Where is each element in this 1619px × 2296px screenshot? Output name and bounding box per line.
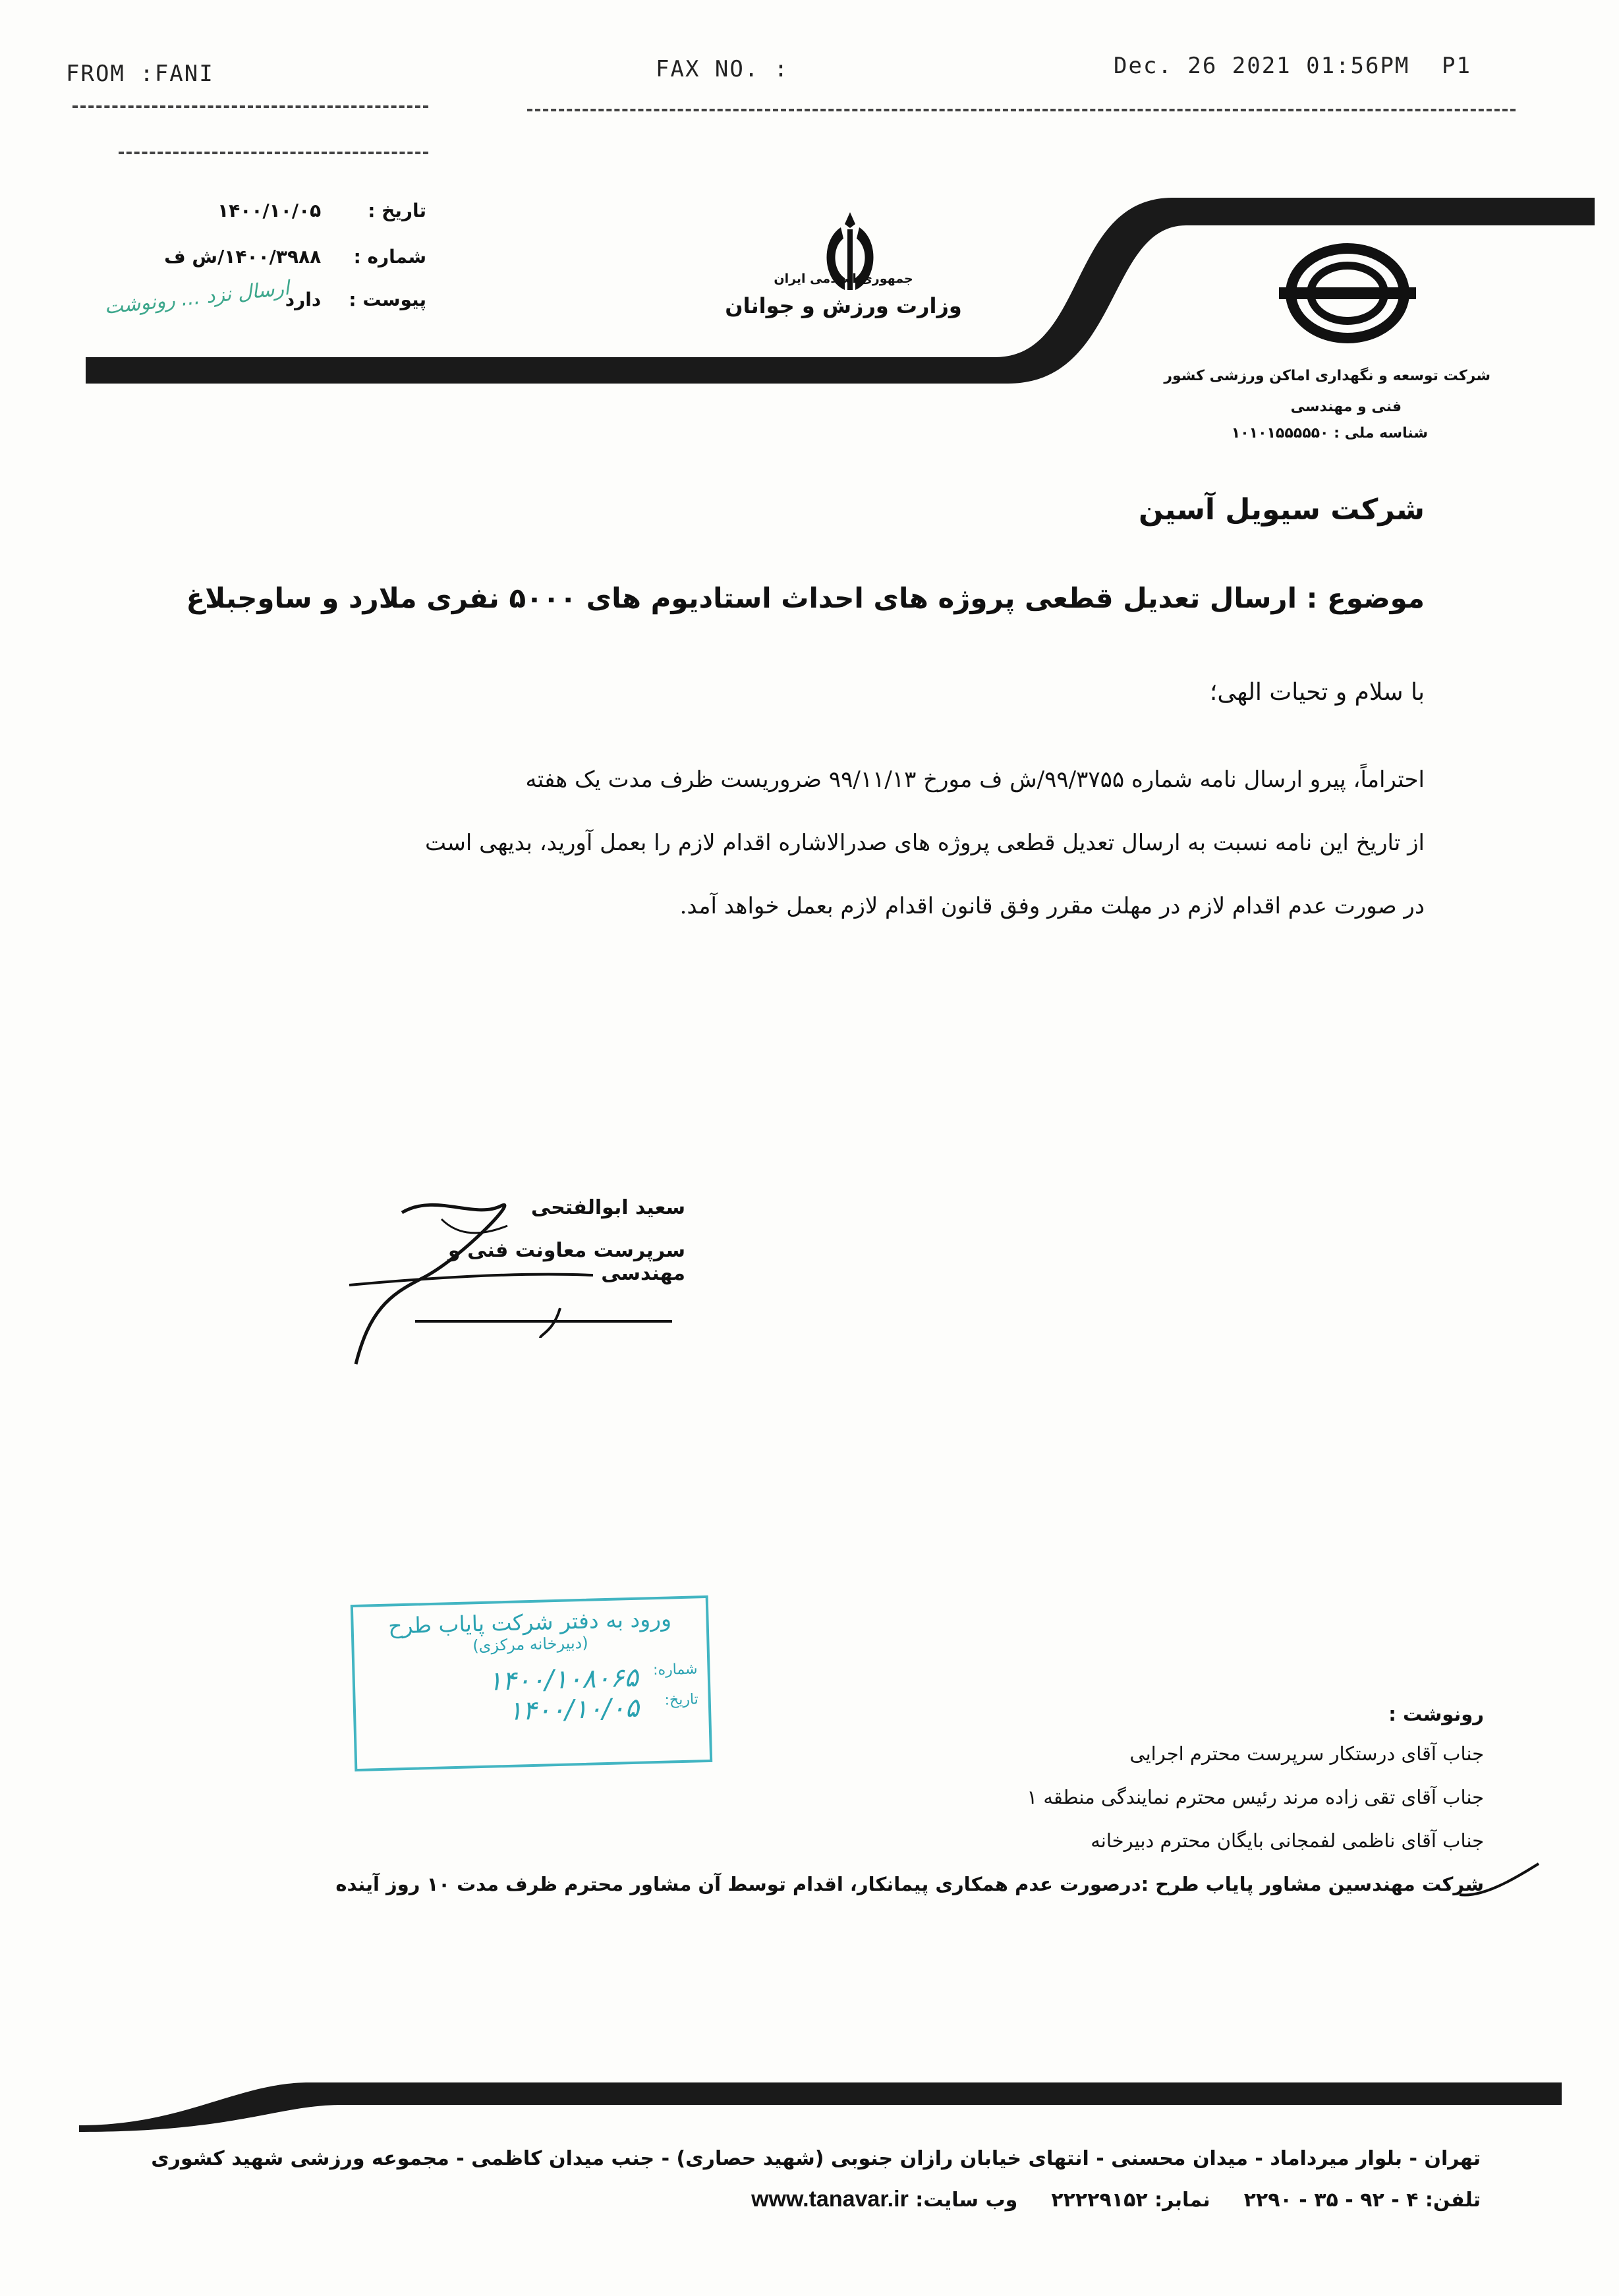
cc-line-2: جناب آقای تقی زاده مرند رئیس محترم نمایندگی منطقه ۱ [1027,1786,1484,1808]
signatory-name: سعید ابوالفتحی [530,1196,685,1219]
company-logo [1279,248,1416,338]
cc-line-3: جناب آقای ناظمی لفمجانی بایگان محترم دبیرخانه [1091,1829,1484,1852]
body-line-2: از تاریخ این نامه نسبت به ارسال تعدیل قطعی پروژه های صدرالاشاره اقدام لازم را بعمل آورید، بدیهی است [424,830,1425,856]
attachment-value: دارد [285,289,322,310]
ministry-country: جمهوری اسلامی ایران [774,272,913,286]
stamp-title: ورود به دفتر شرکت پایاب طرح [387,1605,672,1639]
cc-title: رونوشت : [1388,1703,1484,1725]
number-label: شماره : [353,246,426,268]
ministry-name: وزارت ورزش و جوانان [725,293,962,318]
cc-line-1: جناب آقای درستکار سرپرست محترم اجرایی [1129,1742,1484,1765]
stamp-number-label: شماره: [652,1661,698,1679]
date-value: ۱۴۰۰/۱۰/۰۵ [217,200,322,221]
signatory-title: سرپرست معاونت فنی و مهندسی [447,1239,685,1285]
meta-number [164,246,426,268]
fax-number: FAX NO. : [656,56,789,82]
greeting: با سلام و تحیات الهی؛ [1209,679,1425,706]
meta-attachment [285,289,426,310]
company-national-id: شناسه ملی : ۱۰۱۰۱۵۵۵۵۵۰ [1231,425,1428,442]
footer-website[interactable]: www.tanavar.ir [751,2187,909,2212]
scan-dashes [119,152,428,154]
scan-dashes [72,105,428,108]
cc-line-4: شرکت مهندسین مشاور پایاب طرح :درصورت عدم همکاری پیمانکار، اقدام توسط آن مشاور محترم ظرف مدت ۱۰ روز آینده [335,1873,1484,1895]
stamp-number-value: ۱۴۰۰/۱۰۸۰۶۵ [487,1662,639,1697]
stamp-subtitle: (دبیرخانه مرکزی) [472,1633,588,1655]
recipient: شرکت سیویل آسین [1139,493,1425,527]
fax-datetime: Dec. 26 2021 01:56PM [1114,53,1410,79]
stamp-date-label: تاریخ: [664,1691,699,1709]
handwritten-signature [343,1180,712,1377]
company-division: فنی و مهندسی [1290,399,1402,415]
stamp-date-value: ۱۴۰۰/۱۰/۰۵ [507,1692,640,1727]
footer-fax: نمابر: ۲۲۲۲۹۱۵۲ [1051,2189,1210,2212]
footer-band [0,2063,1619,2135]
date-label: تاریخ : [368,200,426,221]
subject: موضوع : ارسال تعدیل قطعی پروژه های احداث استادیوم های ۵۰۰۰ نفری ملارد و ساوجبلاغ [186,582,1425,614]
body-line-1: احتراماً، پیرو ارسال نامه شماره ۹۹/۳۷۵۵/ش ف مورخ ۹۹/۱۱/۱۳ ضروریست ظرف مدت یک هفته [525,766,1425,793]
scan-dashes [527,109,1516,111]
cc-list [335,1732,1484,1906]
letter-body [192,748,1425,938]
handwritten-tick [1456,1858,1542,1911]
footer-contacts [751,2187,1481,2212]
fax-from: FROM :FANI [66,61,214,87]
company-name: شرکت توسعه و نگهداری اماکن ورزشی کشور [1164,368,1491,384]
fax-page: P1 [1442,53,1471,79]
attachment-label: پیوست : [349,289,426,310]
footer-phone: تلفن: ۴ - ۹۲ - ۳۵ - ۲۲۹۰ [1243,2189,1481,2212]
footer-address: تهران - بلوار میرداماد - میدان محسنی - انتهای خیابان رازان جنوبی (شهید حصاری) - جنب میدان کاظمی - مجموعه ورزشی شهید کشوری [151,2147,1481,2170]
meta-date [217,200,426,221]
footer-website-label: وب سایت: [915,2189,1018,2212]
handwritten-note: ارسال نزد ... رونوشت [103,276,291,319]
body-line-3: در صورت عدم اقدام لازم در مهلت مقرر وفق قانون اقدام لازم بعمل خواهد آمد. [679,893,1425,919]
number-value: ۱۴۰۰/۳۹۸۸/ش ف [164,246,322,268]
